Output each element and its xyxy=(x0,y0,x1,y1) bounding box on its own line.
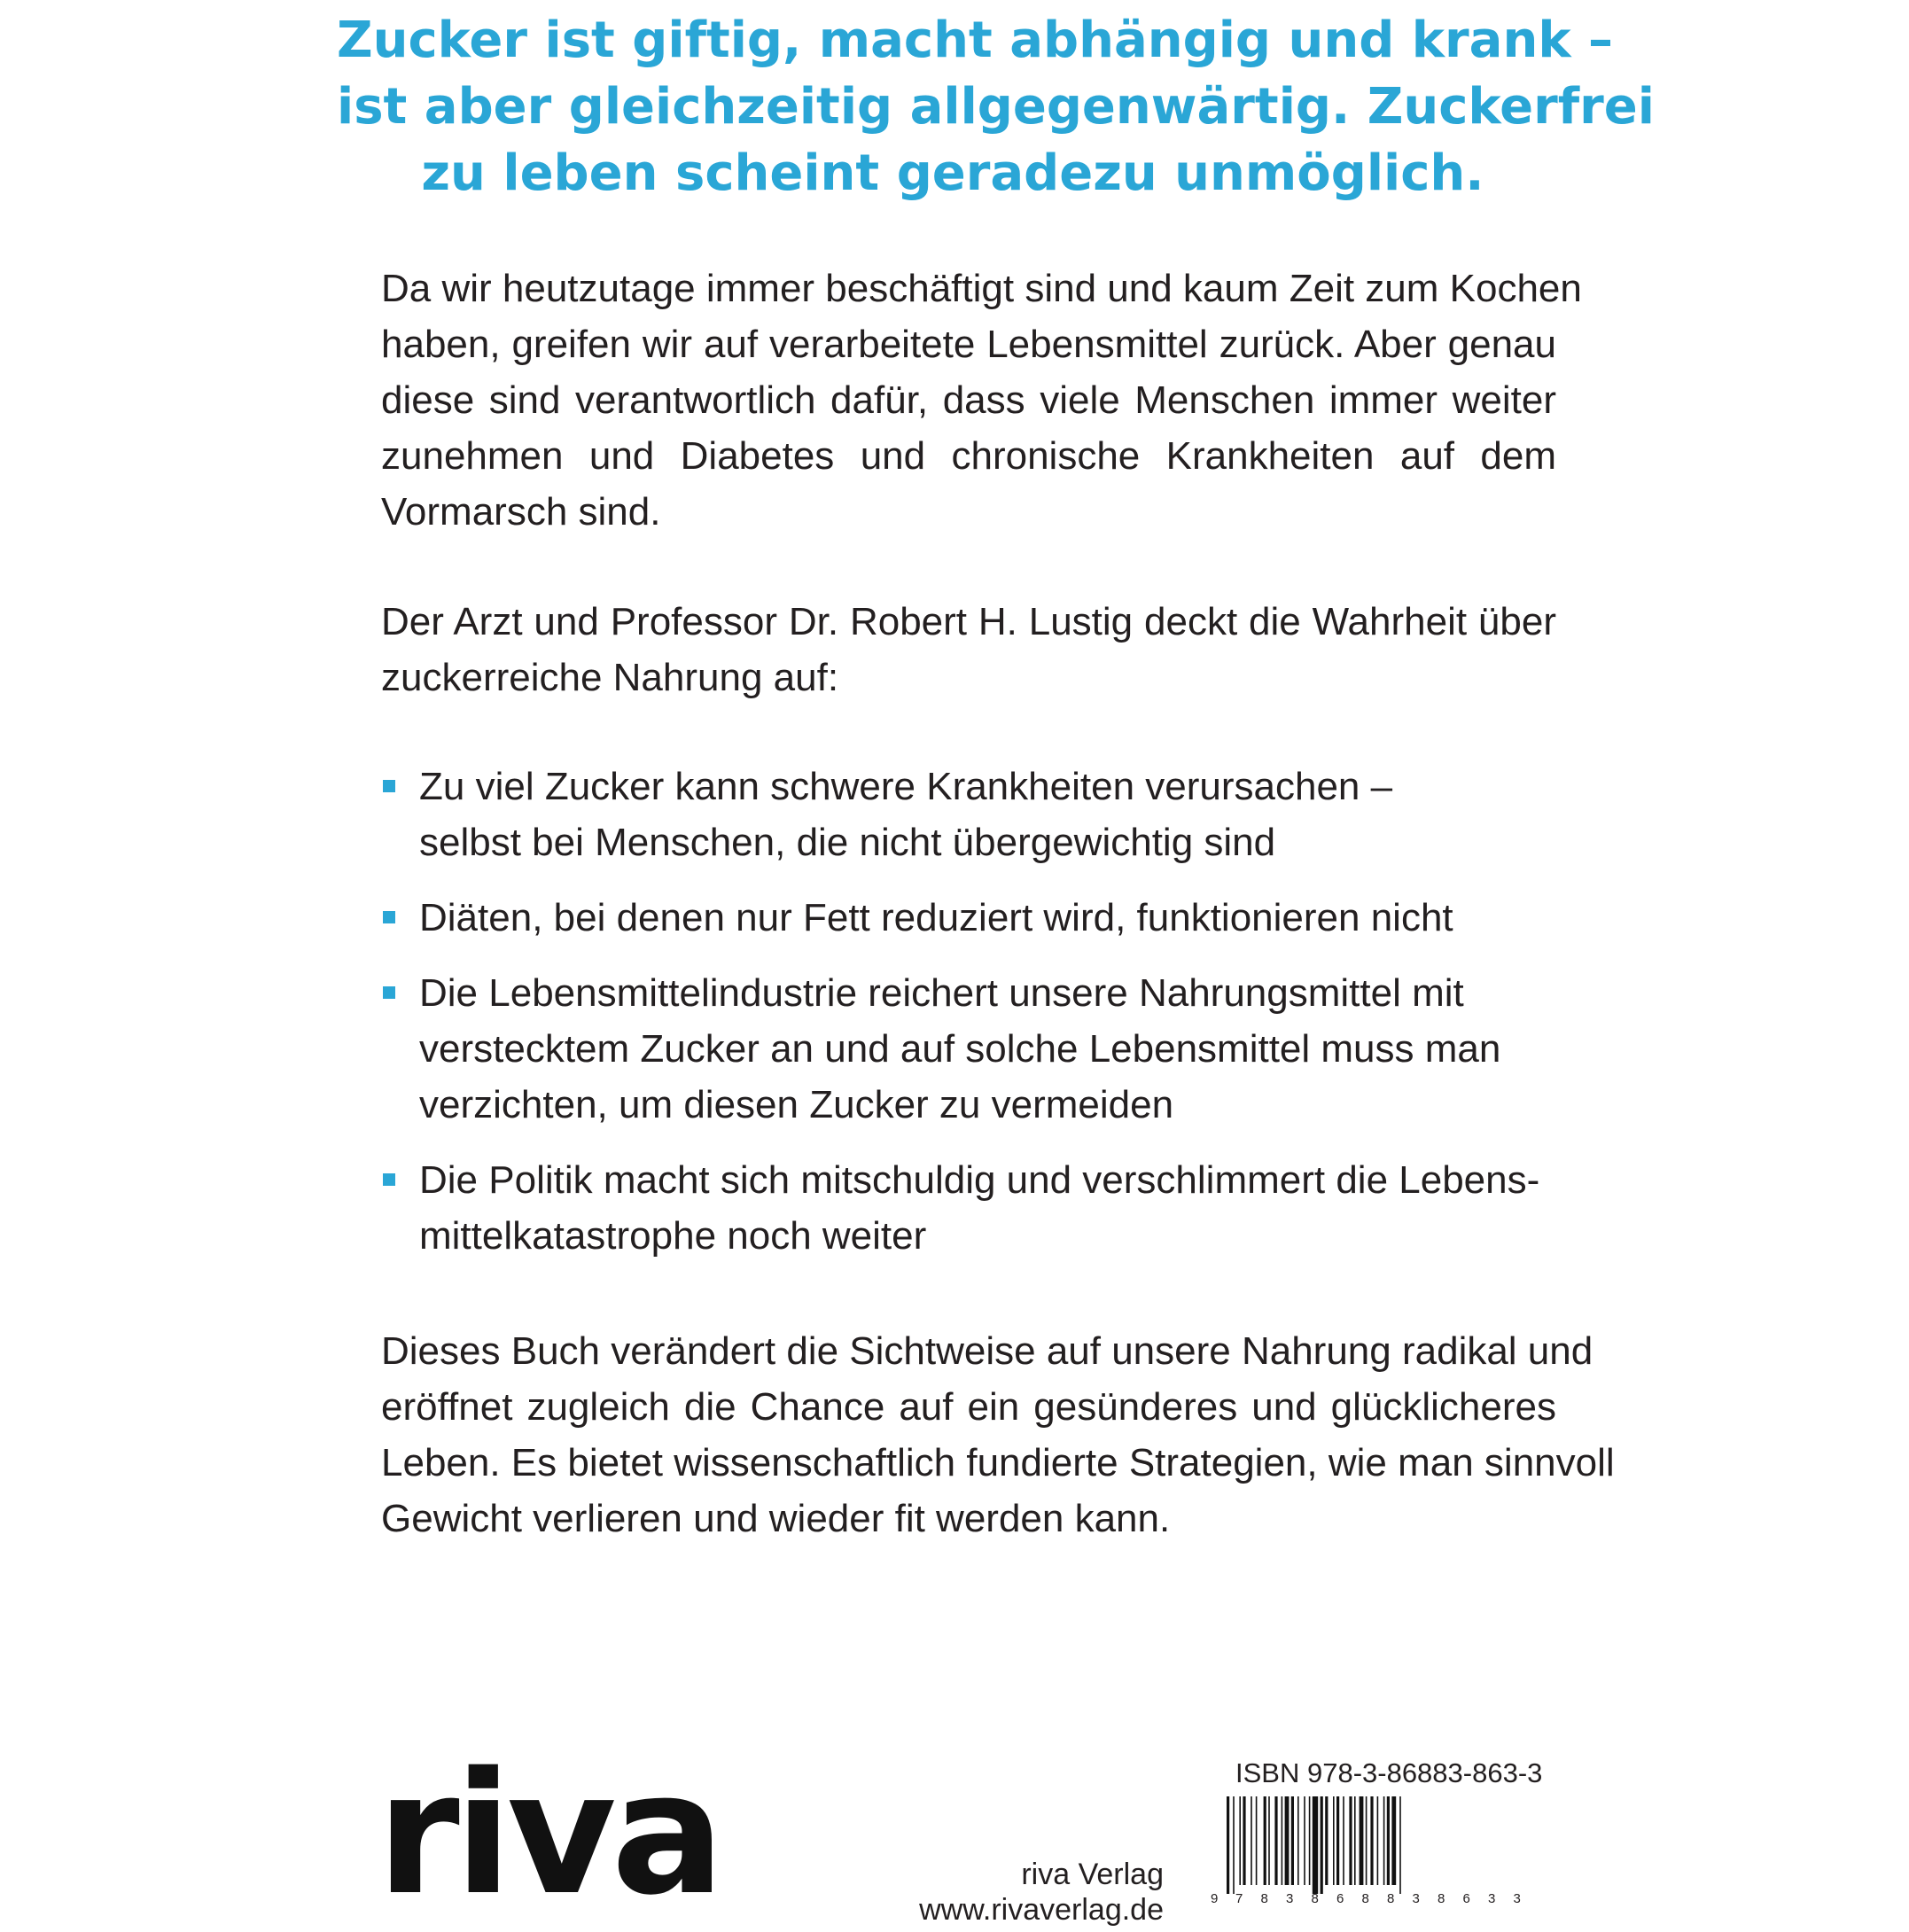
headline-line: Zucker ist giftig, macht abhängig und krank – xyxy=(337,12,1614,69)
barcode-bar xyxy=(1274,1796,1277,1885)
bullet-square-icon xyxy=(383,911,395,923)
paragraph-line: diese sind verantwortlich dafür, dass viele Menschen immer weiter xyxy=(381,378,1556,422)
bullet-item xyxy=(381,965,1556,1133)
barcode-bar xyxy=(1256,1796,1258,1885)
barcode-digit: 6 xyxy=(1462,1891,1470,1905)
barcode-bar xyxy=(1349,1796,1352,1885)
paragraph-line: Dieses Buch verändert die Sichtweise auf unsere Nahrung radikal und xyxy=(381,1329,1593,1373)
isbn-label: ISBN 978-3-86883-863-3 xyxy=(1235,1757,1543,1788)
barcode-bar xyxy=(1304,1796,1305,1885)
barcode-bar xyxy=(1243,1796,1245,1885)
barcode-bar xyxy=(1309,1796,1311,1885)
publisher-name: riva Verlag xyxy=(1021,1858,1164,1891)
barcode-bar xyxy=(1343,1796,1344,1885)
barcode-bar xyxy=(1399,1796,1401,1894)
barcode-bar xyxy=(1383,1796,1385,1885)
barcode-digit: 7 xyxy=(1235,1891,1243,1905)
barcode-bar xyxy=(1264,1796,1266,1885)
bullet-line: Zu viel Zucker kann schwere Krankheiten verursachen – xyxy=(419,765,1393,808)
paragraph-line: zuckerreiche Nahrung auf: xyxy=(381,656,839,699)
closing-paragraph xyxy=(381,1323,1615,1546)
barcode-bar xyxy=(1370,1796,1373,1885)
bullet-line: verzichten, um diesen Zucker zu vermeiden xyxy=(419,1083,1174,1126)
barcode-bar xyxy=(1354,1796,1356,1885)
barcode-bar xyxy=(1251,1796,1252,1885)
barcode-bar xyxy=(1366,1796,1367,1885)
barcode-bar xyxy=(1285,1796,1290,1885)
barcode-bar xyxy=(1321,1796,1323,1894)
intro-paragraph xyxy=(381,261,1582,540)
paragraph-line: Der Arzt und Professor Dr. Robert H. Lustig deckt die Wahrheit über xyxy=(381,600,1556,643)
paragraph-line: Gewicht verlieren und wieder fit werden kann. xyxy=(381,1497,1171,1540)
barcode-bar xyxy=(1377,1796,1379,1885)
bullet-line: Die Lebensmittelindustrie reichert unsere Nahrungsmittel mit xyxy=(419,971,1464,1015)
barcode-bar xyxy=(1282,1796,1283,1885)
barcode-digit: 8 xyxy=(1361,1891,1369,1905)
barcode-digit: 9 xyxy=(1211,1891,1219,1905)
barcode-digit: 3 xyxy=(1286,1891,1294,1905)
bullet-line: verstecktem Zucker an und auf solche Lebensmittel muss man xyxy=(419,1027,1501,1071)
barcode-bar xyxy=(1336,1796,1339,1885)
paragraph-line: eröffnet zugleich die Chance auf ein gesünderes und glücklicheres xyxy=(381,1385,1556,1429)
paragraph-line: Vormarsch sind. xyxy=(381,490,661,534)
barcode-digit: 8 xyxy=(1260,1891,1268,1905)
barcode-bar xyxy=(1387,1796,1390,1885)
barcode-bar xyxy=(1360,1796,1364,1885)
barcode-bar xyxy=(1297,1796,1299,1885)
bullet-line: selbst bei Menschen, die nicht übergewichtig sind xyxy=(419,821,1276,864)
headline xyxy=(337,7,1655,206)
barcode-digit: 8 xyxy=(1387,1891,1395,1905)
publisher-url: www.rivaverlag.de xyxy=(919,1893,1164,1927)
barcode-bar xyxy=(1391,1796,1396,1885)
barcode-bar xyxy=(1291,1796,1294,1885)
headline-line: zu leben scheint geradezu unmöglich. xyxy=(421,144,1484,202)
headline-line: ist aber gleichzeitig allgegenwärtig. Zuckerfrei xyxy=(337,78,1655,136)
barcode-bar xyxy=(1313,1796,1318,1894)
bullet-item xyxy=(381,1152,1556,1264)
paragraph-line: haben, greifen wir auf verarbeitete Lebensmittel zurück. Aber genau xyxy=(381,323,1556,366)
bullet-line: mittelkatastrophe noch weiter xyxy=(419,1214,927,1258)
paragraph-line: zunehmen und Diabetes und chronische Krankheiten auf dem xyxy=(381,434,1556,478)
barcode-bar xyxy=(1325,1796,1328,1885)
isbn-barcode xyxy=(1207,1795,1558,1905)
bullet-line: Die Politik macht sich mitschuldig und verschlimmert die Lebens- xyxy=(419,1158,1540,1202)
bullet-square-icon xyxy=(383,986,395,999)
barcode-graphic xyxy=(1207,1795,1558,1905)
author-paragraph xyxy=(381,594,1556,705)
barcode-digit: 3 xyxy=(1513,1891,1521,1905)
bullet-item xyxy=(381,759,1556,870)
bullet-list xyxy=(381,759,1556,1283)
bullet-item xyxy=(381,890,1556,946)
barcode-bar xyxy=(1227,1796,1229,1894)
bullet-line: Diäten, bei denen nur Fett reduziert wird, funktionieren nicht xyxy=(419,896,1453,939)
barcode-bar xyxy=(1239,1796,1241,1885)
barcode-digit: 3 xyxy=(1412,1891,1420,1905)
barcode-bar xyxy=(1333,1796,1335,1885)
barcode-bar xyxy=(1268,1796,1270,1885)
barcode-digit: 6 xyxy=(1336,1891,1344,1905)
barcode-digit: 8 xyxy=(1311,1891,1319,1905)
paragraph-line: Da wir heutzutage immer beschäftigt sind und kaum Zeit zum Kochen xyxy=(381,267,1582,310)
publisher-info xyxy=(886,1857,1164,1928)
bullet-square-icon xyxy=(383,780,395,792)
barcode-bar xyxy=(1233,1796,1235,1894)
paragraph-line: Leben. Es bietet wissenschaftlich fundierte Strategien, wie man sinnvoll xyxy=(381,1441,1615,1484)
bullet-square-icon xyxy=(383,1173,395,1186)
barcode-digit: 8 xyxy=(1438,1891,1445,1905)
barcode-digit: 3 xyxy=(1488,1891,1496,1905)
riva-logo: riva xyxy=(377,1736,720,1932)
